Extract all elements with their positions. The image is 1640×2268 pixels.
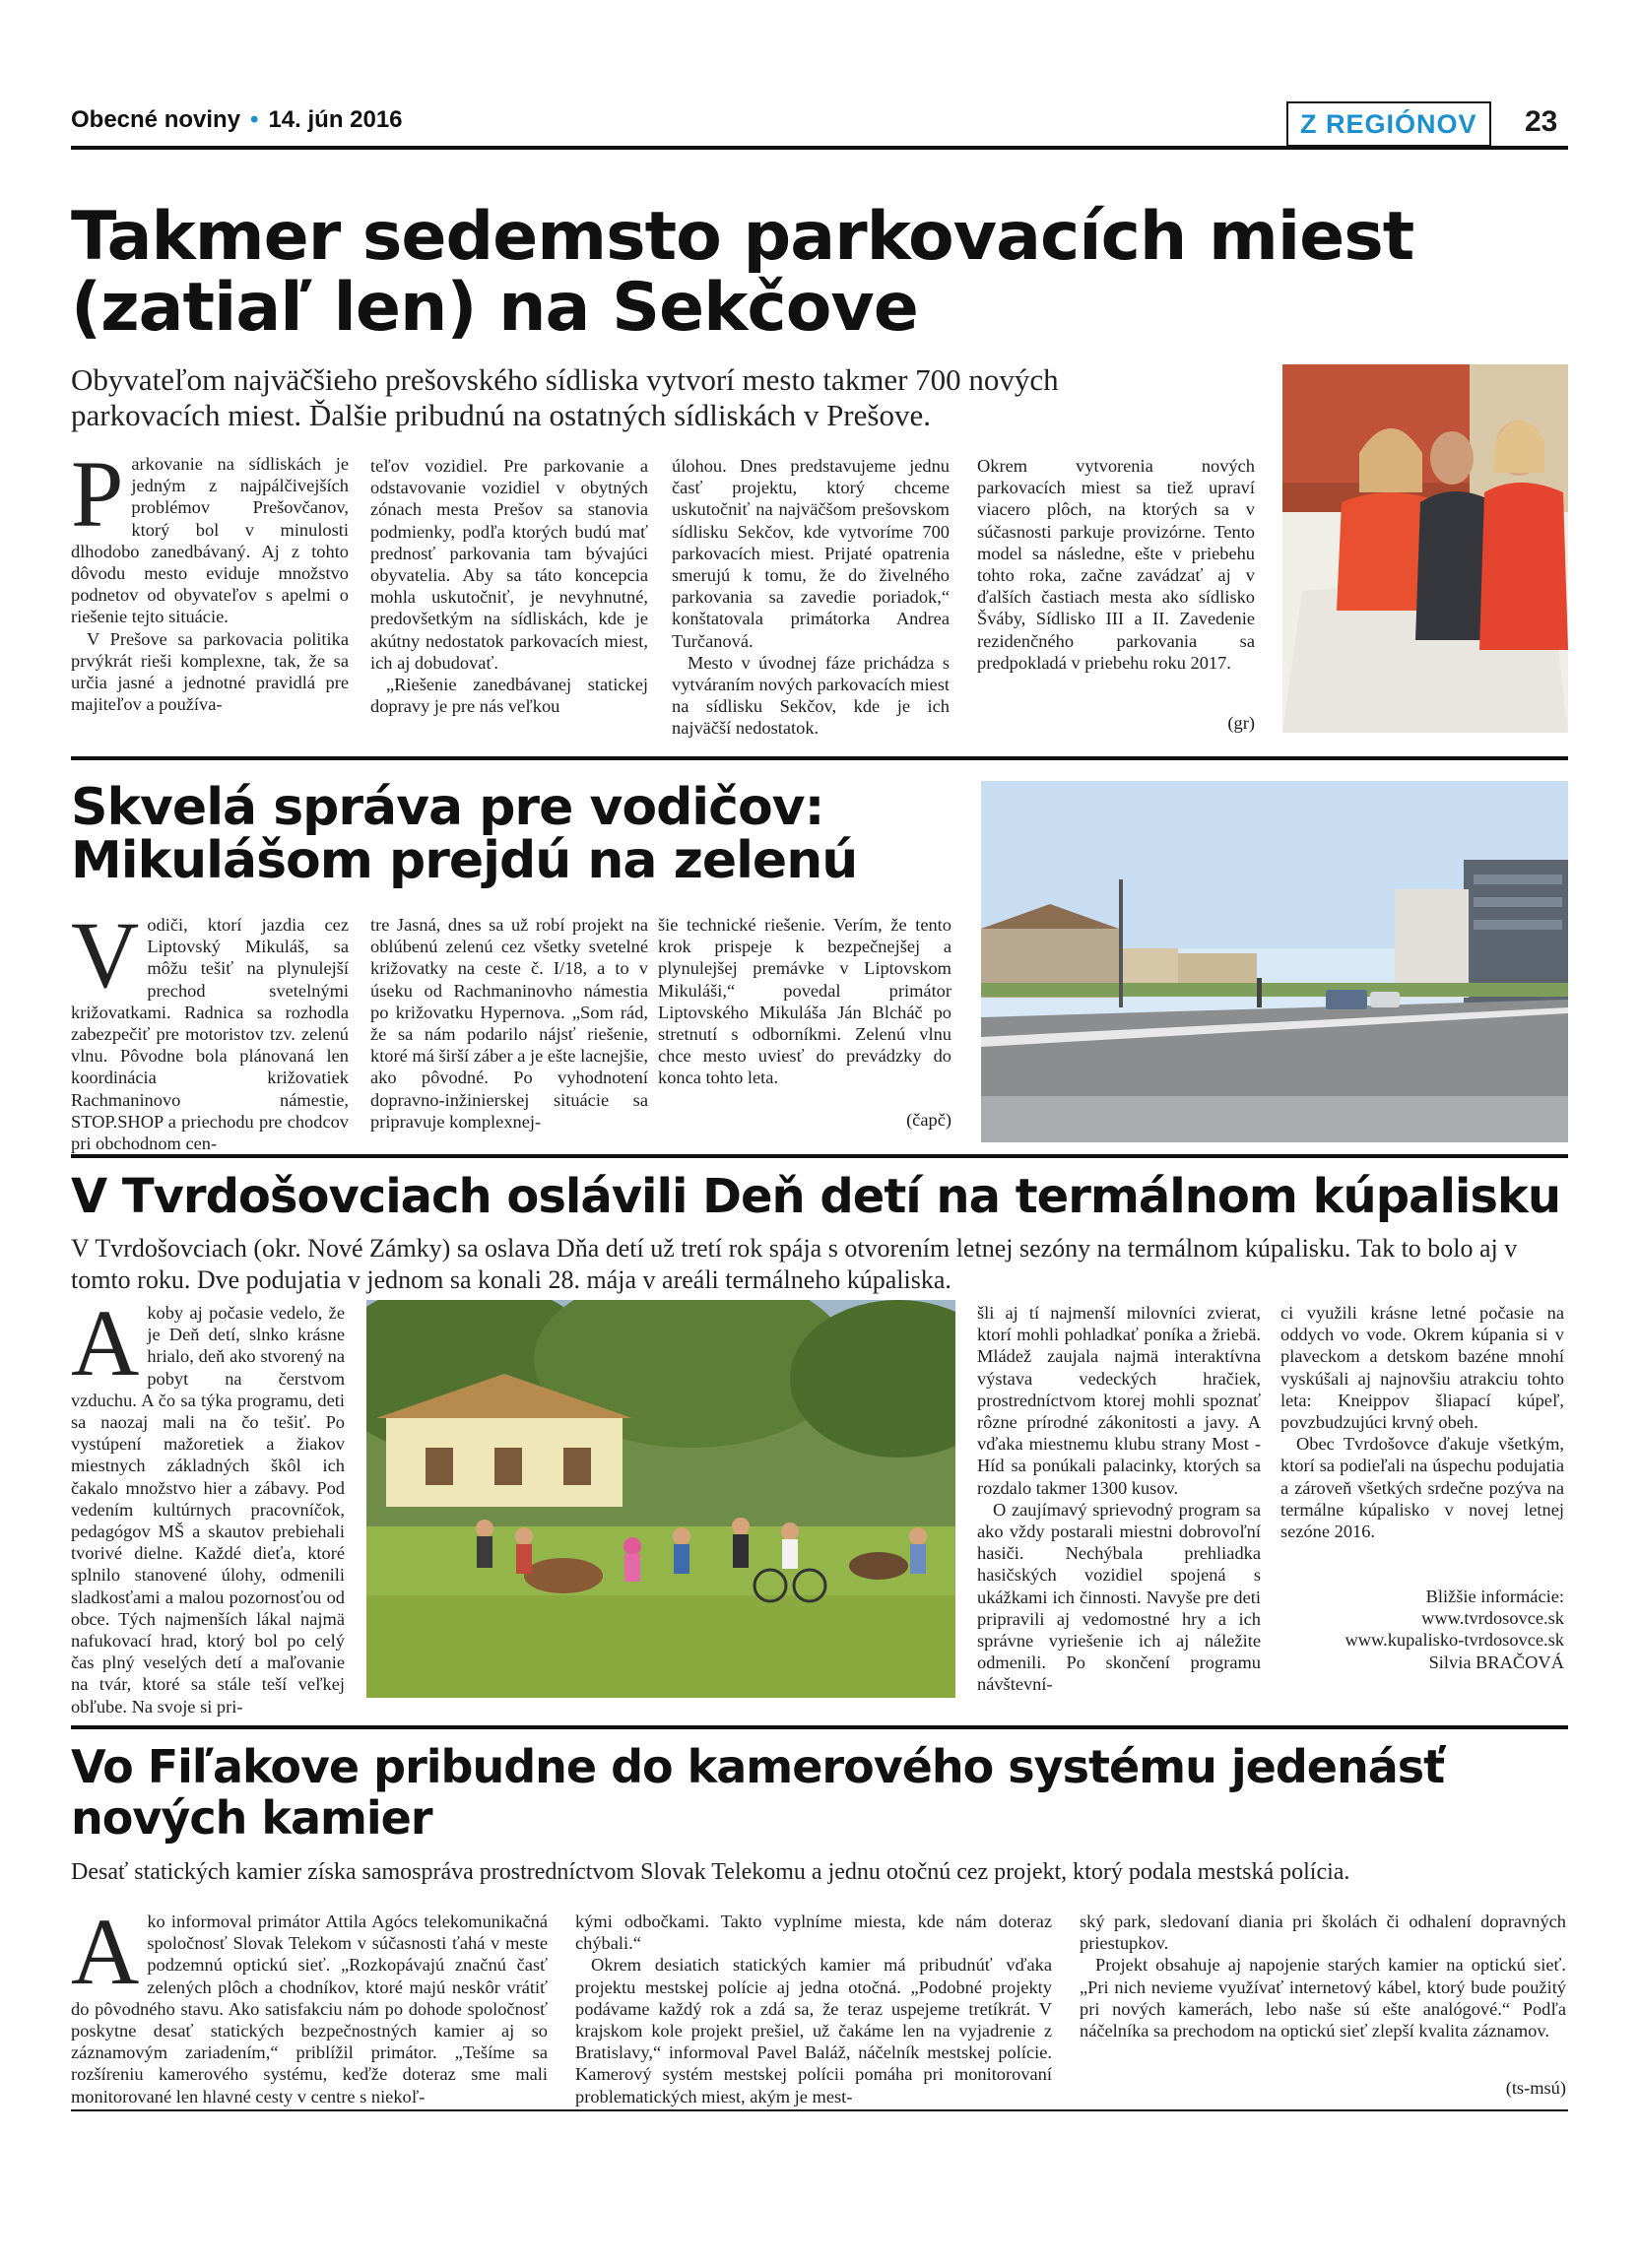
paragraph: O zaujímavý sprievodný program sa ako vždy postarali miestni dobrovoľní hasiči. Nechýbala prehliadka hasičských vozidiel spojená s ukážkami ich činnosti. Navyše pre deti pripravili aj vedomostné hry a ich správne vyriešenie ich aj náležite odmenili. Po skončení programu návštevní- — [977, 1499, 1261, 1695]
article-1-title — [71, 198, 1450, 347]
article-4-column-2 — [575, 1911, 1052, 2107]
headline-line-2: nových kamier — [71, 1791, 432, 1845]
paragraph: Obec Tvrdošovce ďakuje všetkým, ktorí sa podieľali na úspechu podujatia a zároveň všetkých srdečne pozýva na termálne kúpalisko v novej letnej sezóne 2016. — [1280, 1434, 1564, 1542]
footer-rule — [71, 2109, 1568, 2111]
lead-line-2: parkovacích miest. Ďalšie pribudnú na ostatných sídliskách v Prešove. — [71, 398, 931, 432]
headline-line-1: Takmer sedemsto parkovacích miest — [71, 198, 1414, 276]
divider — [71, 1725, 1568, 1729]
headline-line-1: Skvelá správa pre vodičov: — [71, 778, 824, 837]
article-1-column-2 — [370, 455, 648, 717]
paragraph: šie technické riešenie. Verím, že tento krok prispeje k bezpečnejšej a plynulejšej premávke v Liptovskom Mikuláši,“ povedal primátor Liptovského Mikuláša Ján Blcháč po stretnutí s odborníkmi. Zelenú vlnu chce mesto uviesť do prevádzky do konca tohto leta. — [658, 915, 951, 1088]
masthead — [71, 106, 403, 134]
article-1-column-1 — [71, 441, 349, 715]
article-2-photo — [981, 781, 1568, 1142]
article-3-lead: V Tvrdošovciach (okr. Nové Zámky) sa oslava Dňa detí už tretí rok spája s otvorením letnej sezóny na termálnom kúpalisku. Tak to bolo aj v tomto roku. Dve podujatia v jednom sa konali 28. mája v areáli termálneho kúpaliska. — [71, 1234, 1518, 1294]
info-link[interactable]: www.tvrdosovce.sk — [1421, 1608, 1564, 1629]
author: Silvia BRAČOVÁ — [1428, 1652, 1564, 1672]
paragraph: Okrem vytvorenia nových parkovacích miest sa tiež upraví viacero plôch, na ktorých sa v súčasnosti parkuje provizórne. Tento model sa následne, ešte v priebehu tohto roka, začne zavádzať aj v ďalších častiach mesta ako sídlisko Šváby, Sídlisko III a II. Zavedenie rezidenčného parkovania sa predpokladá v priebehu roku 2017. — [977, 456, 1255, 673]
article-3-title — [71, 1170, 1568, 1223]
paragraph: „Riešenie zanedbávanej statickej dopravy je pre nás veľkou — [370, 675, 648, 717]
drop-cap: A — [71, 1899, 140, 2004]
info-link[interactable]: www.kupalisko-tvrdosovce.sk — [1345, 1630, 1564, 1651]
paper-name: Obecné noviny — [71, 106, 241, 133]
article-2-title — [71, 778, 977, 890]
paragraph: Okrem desiatich statických kamier má pribudnúť vďaka projektu mestskej polície aj jedna otočná. „Podobné projekty podávame každý rok a zdá sa, že teraz uspejeme tretíkrát. V krajskom kole projekt prešiel, už čakáme len na vyjadrenie z Bratislavy,“ informoval Pavel Baláž, náčelník mestskej polície. Kamerový systém mestskej polícii pomáha pri monitorovaní problematických miest, akým je mest- — [575, 1955, 1052, 2106]
article-4-column-3 — [1080, 1911, 1566, 2041]
paragraph: ský park, sledovaní diania pri školách či odhalení dopravných priestupkov. — [1080, 1912, 1566, 1954]
drop-cap: P — [71, 441, 124, 547]
page-number: 23 — [1525, 105, 1558, 138]
paragraph: teľov vozidiel. Pre parkovanie a odstavovanie vozidiel v obytných zónach mesta Prešov sa stanovia podmienky, podľa ktorých budú mať prednosť parkovania tam bývajúci obyvatelia. Aby sa táto koncepcia mohla uskutočniť, je nevyhnutné, predovšetkým na sídliskách, kde je akútny nedostatok parkovacích miest, ich aj dobudovať. — [370, 456, 648, 673]
article-3-photo — [366, 1300, 955, 1698]
paragraph: V Prešove sa parkovacia politika prvýkrát rieši komplexne, tak, že sa určia jasné a jednotné pravidlá pre majiteľov a používa- — [71, 628, 349, 715]
paragraph: tre Jasná, dnes sa už robí projekt na oblúbenú zelenú cez všetky svetelné križovatky na ceste č. I/18, a to v úseku od Rachmaninovho námestia po križovatku Hypernova. „Som rád, že sa nám podarilo nájsť riešenie, ktoré má širší záber a je ešte lacnejšie, ako pôvodné. Po vyhodnotení dopravno-inžinierskej situácie sa pripravuje komplexnej- — [370, 915, 648, 1132]
paragraph: ko informoval primátor Attila Agócs telekomunikačná spoločnosť Slovak Telekom v súčasnosti ťahá v meste podzemnú optickú sieť. „Rozkopávajú značnú časť zelených plôch a chodníkov, ktoré majú neskôr vrátiť do pôvodného stavu. Ako satisfakciu nám po dohode spoločnosť poskytne desať statických bezpečnostných kamier aj so záznamovým zariadením,“ priblížil primátor. „Tešíme sa rozšíreniu kamerového systému, keďže doteraz sme mali monitorované len hlavné cesty v centre s niekoľ- — [71, 1912, 548, 2106]
paragraph: Mesto v úvodnej fáze prichádza s vytváraním nových parkovacích miest na sídlisku Sekčov, kde je ich najväčší nedostatok. — [672, 652, 950, 739]
article-1-column-3 — [672, 455, 950, 740]
divider — [71, 1154, 1568, 1158]
issue-date: 14. jún 2016 — [268, 106, 403, 133]
paragraph: úlohou. Dnes predstavujeme jednu časť projektu, ktorý chceme uskutočniť na najväčšom prešovskom sídlisku Sekčov, kde vytvoríme 700 parkovacích miest. Prijaté opatrenia smerujú k tomu, že do živelného parkovania sa zavedie poriadok,“ konštatovala primátorka Andrea Turčanová. — [672, 456, 950, 651]
article-1-photo — [1282, 364, 1568, 733]
paragraph: koby aj počasie vedelo, že je Deň detí, slnko krásne hrialo, deň ako stvorený na pobyt na čerstvom vzduchu. A čo sa týka programu, deti sa naozaj mali na čo tešiť. Po vystúpení mažoretiek a žiakov miestnych základných škôl ich čakalo množstvo hier a zábavy. Pod vedením kultúrnych pracovníčok, pedagógov MŠ a skautov prebiehali tvorivé dielne. Každé dieťa, ktoré splnilo stanovené úlohy, odmenili sladkosťami a malou pozornosťou od obce. Tých najmenších lákal najmä nafukovací hrad, ktorý bol po celý čas plný veselých detí a maľovanie na tvár, ktoré sa stále teší veľkej obľube. Na svoje si pri- — [71, 1303, 345, 1717]
lead-line-1: Obyvateľom najväčšieho prešovského sídliska vytvorí mesto takmer 700 nových — [71, 362, 1059, 397]
headline-line-1: Vo Fiľakove pribudne do kamerového systému jedenásť — [71, 1740, 1445, 1793]
paragraph: šli aj tí najmenší milovníci zvierat, ktorí mohli pohladkať poníka a žriebä. Mládež zaujala najmä interaktívna výstava vedeckých hračiek, prostredníctvom ktorej mohli spoznať rôzne prírodné zákonitosti a javy. A vďaka miestnemu klubu strany Most - Híd sa ponúkali palacinky, ktorých sa rozdalo takmer 1300 kusov. — [977, 1303, 1261, 1498]
separator-dot: • — [250, 106, 259, 133]
article-1-signature: (gr) — [1227, 713, 1255, 733]
article-2-column-3 — [658, 914, 951, 1089]
article-3-column-4 — [1280, 1302, 1564, 1542]
article-2-column-2 — [370, 914, 648, 1133]
paragraph: kými odbočkami. Takto vyplníme miesta, kde nám doteraz chýbali.“ — [575, 1912, 1052, 1954]
paragraph: ci využili krásne letné počasie na oddych vo vode. Okrem kúpania si v plaveckom a detskom bazéne mnohí vyskúšali aj najnovšiu atrakciu tohto leta: Kneippov šliapací kúpeľ, povzbudzujúci krvný obeh. — [1280, 1303, 1564, 1433]
article-3-info — [1280, 1586, 1564, 1673]
headline-line-2: Mikulášom prejdú na zelenú — [71, 831, 858, 890]
article-4-lead: Desať statických kamier získa samospráva prostredníctvom Slovak Telekomu a jednu otočnú cez projekt, ktorý podala mestská polícia. — [71, 1859, 1350, 1885]
header-rule — [71, 146, 1568, 150]
paragraph: arkovanie na sídliskách je jedným z najpálčivejších problémov Prešovčanov, ktorý bol v minulosti dlhodobo zanedbávaný. Aj z tohto dôvodu mesto eviduje množstvo podnetov od obyvateľov s apelmi o riešenie tejto situácie. — [71, 454, 349, 627]
article-1-column-4 — [977, 455, 1255, 674]
drop-cap: V — [71, 902, 140, 1007]
drop-cap: A — [71, 1290, 140, 1395]
article-3-column-1 — [71, 1290, 345, 1717]
info-label: Bližšie informácie: — [1425, 1587, 1564, 1606]
article-4-title — [71, 1741, 1568, 1844]
article-2-signature: (čapč) — [906, 1110, 951, 1130]
article-4-column-1 — [71, 1899, 548, 2107]
headline: V Tvrdošovciach oslávili Deň detí na termálnom kúpalisku — [71, 1169, 1561, 1224]
divider — [71, 756, 1568, 760]
article-1-lead — [71, 362, 1282, 433]
article-3-column-3 — [977, 1302, 1261, 1696]
paragraph: Projekt obsahuje aj napojenie starých kamier na optickú sieť. „Pri nich nevieme využívať internetový kábel, ktorý bude použitý pri nových kamerách, lebo naše sú ešte analógové.“ Podľa náčelníka sa prechodom na optickú sieť zlepší kvalita záznamov. — [1080, 1955, 1566, 2041]
article-4-signature: (ts-msú) — [1505, 2078, 1566, 2098]
section-label: Z REGIÓNOV — [1286, 101, 1491, 147]
article-2-column-1 — [71, 902, 349, 1154]
paragraph: odiči, ktorí jazdia cez Liptovský Mikuláš, sa môžu tešiť na plynulejší prechod svetelnými križovatkami. Radnica sa rozhodla zabezpečiť pre motoristov tzv. zelenú vlnu. Pôvodne bola plánovaná len koordinácia križovatiek Rachmaninovo námestie, STOP.SHOP a priechodu pre chodcov pri obchodnom cen- — [71, 915, 349, 1154]
headline-line-2: (zatiaľ len) na Sekčove — [71, 269, 918, 347]
